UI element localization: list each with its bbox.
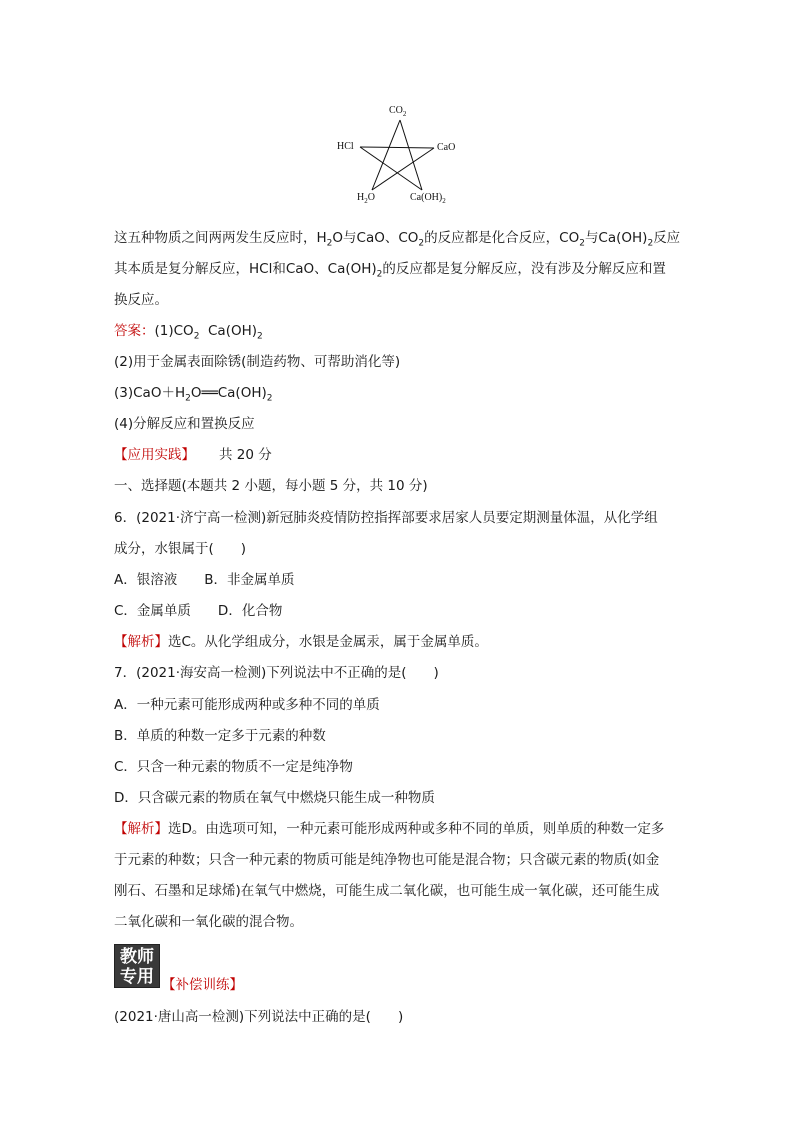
answer-label: 答案：	[114, 323, 155, 339]
q6-line-2: 成分，水银属于( )	[114, 541, 247, 557]
teacher-only-badge: 教师 专用	[114, 944, 160, 988]
q7-option-d: D．只含碳元素的物质在氧气中燃烧只能生成一种物质	[114, 790, 435, 806]
section-header	[114, 445, 272, 465]
supplementary-training-label: 【补偿训练】	[162, 977, 243, 993]
line-co2-h2o	[372, 120, 400, 190]
label-co2: $CO_2$	[389, 105, 407, 118]
q7-line-1: 7．(2021·海安高一检测)下列说法中不正确的是( )	[114, 665, 439, 681]
q7-analysis-2: 于元素的种数；只含一种元素的物质可能是纯净物也可能是混合物；只含碳元素的物质(如金	[114, 852, 660, 868]
next-question-line-1: (2021·唐山高一检测)下列说法中正确的是( )	[114, 1009, 404, 1025]
section-part1: 一、选择题(本题共 2 小题，每小题 5 分，共 10 分)	[114, 478, 428, 494]
label-caoh2: $Ca(OH)_2$	[410, 192, 446, 205]
q6-analysis: 【解析】选C。从化学组成分，水银是金属汞，属于金属单质。	[114, 634, 488, 650]
line-cao-h2o	[372, 148, 434, 190]
answer-line-1: 答案：$(1)CO_2$ $Ca(OH)_2$	[114, 323, 263, 342]
answer-line-2: (2)用于金属表面除锈(制造药物、可帮助消化等)	[114, 354, 401, 370]
line-co2-caoh2	[400, 120, 422, 190]
line-hcl-caoh2	[360, 147, 422, 190]
label-hcl: HCl	[337, 141, 354, 152]
explanation-line-3: 换反应。	[114, 292, 168, 308]
line-hcl-cao	[360, 147, 434, 148]
label-cao: CaO	[437, 142, 456, 153]
section-bracket: 【应用实践】	[114, 447, 195, 463]
reaction-star-diagram	[330, 100, 470, 210]
explanation-line-1: 这五种物质之间两两发生反应时，$H_2O$与CaO、$CO_2$的反应都是化合反应，$CO_2$与$Ca(OH)_2$反应	[114, 230, 681, 249]
answer-line-3: $(3)CaO+H_2O══Ca(OH)_2$	[114, 385, 273, 404]
q6-line-1: 6．(2021·济宁高一检测)新冠肺炎疫情防控指挥部要求居家人员要定期测量体温，从化学组	[114, 510, 658, 526]
q6-options-ab: A．银溶液 B．非金属单质	[114, 572, 295, 588]
q7-option-c: C．只含一种元素的物质不一定是纯净物	[114, 759, 353, 775]
explanation-line-2: 其本质是复分解反应，HCl和CaO、$Ca(OH)_2$的反应都是复分解反应，没有涉及分解反应和置	[114, 261, 666, 280]
q7-option-b: B．单质的种数一定多于元素的种数	[114, 728, 326, 744]
analysis-label: 【解析】	[114, 634, 168, 650]
q7-analysis-3: 刚石、石墨和足球烯)在氧气中燃烧，可能生成二氧化碳，也可能生成一氧化碳，还可能生成	[114, 883, 660, 899]
section-score: 共 20 分	[219, 447, 272, 463]
label-h2o: $H_2O$	[357, 192, 375, 205]
q6-options-cd: C．金属单质 D．化合物	[114, 603, 283, 619]
q7-analysis-4: 二氧化碳和一氧化碳的混合物。	[114, 914, 303, 930]
answer-line-4: (4)分解反应和置换反应	[114, 416, 255, 432]
q7-option-a: A．一种元素可能形成两种或多种不同的单质	[114, 697, 380, 713]
q7-analysis-1: 【解析】选D。由选项可知，一种元素可能形成两种或多种不同的单质，则单质的种数一定多	[114, 821, 665, 837]
analysis-label: 【解析】	[114, 821, 168, 837]
